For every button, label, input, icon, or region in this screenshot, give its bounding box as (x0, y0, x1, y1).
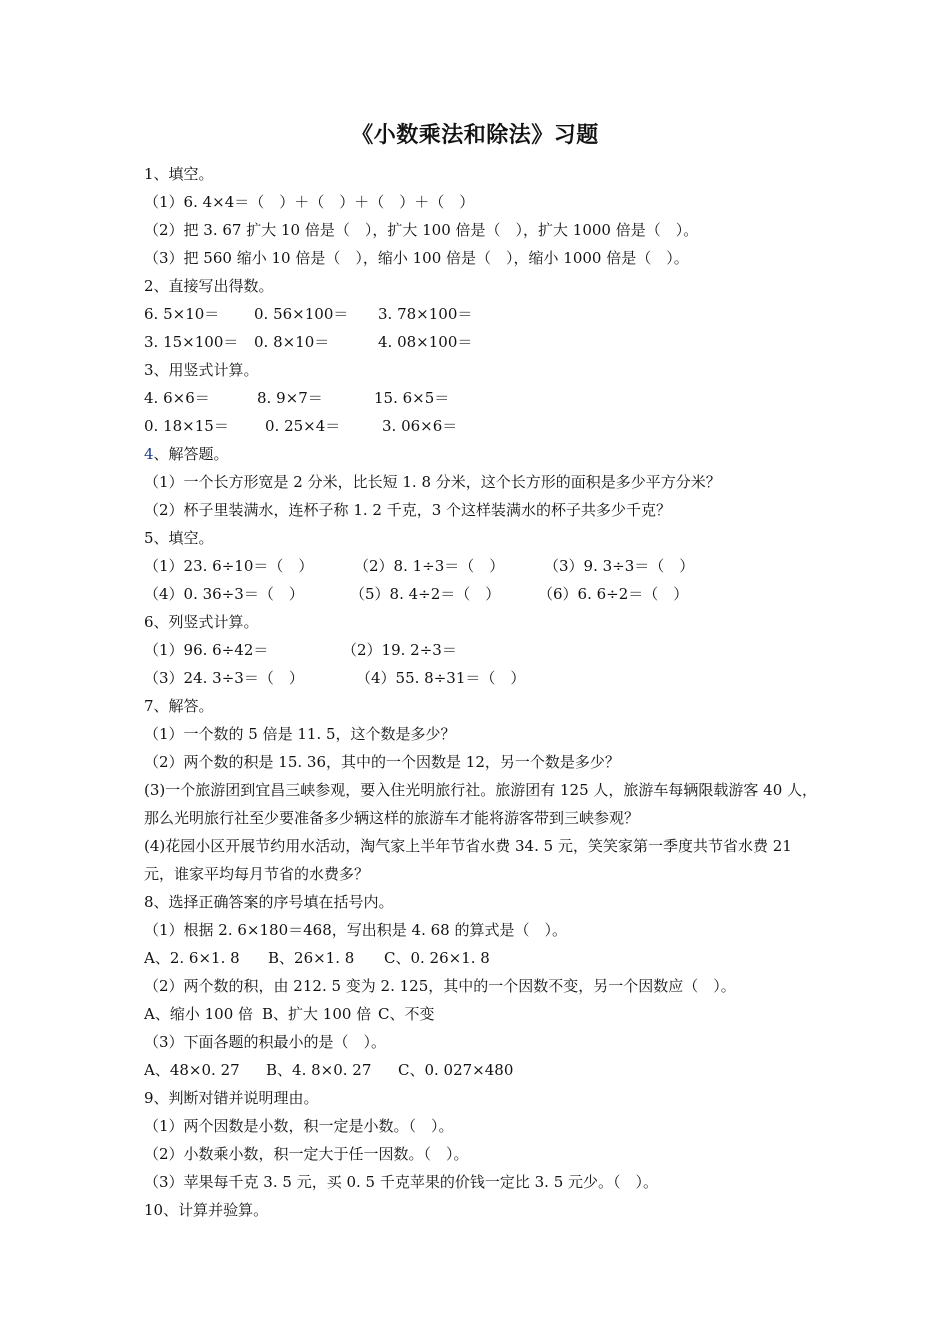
s6-item: （3）24. 3÷3＝（ ） (144, 669, 304, 687)
s5-item: （2）8. 1÷3＝（ ） (354, 557, 505, 575)
s8-question-2: （2）两个数的积，由 212. 5 变为 2. 125，其中的一个因数不变，另一个因数应（ ）。 (144, 977, 736, 995)
section-4-heading (144, 440, 824, 468)
s5-item: （1）23. 6÷10＝（ ） (144, 557, 314, 575)
option-a: A、2. 6×1. 8 (144, 949, 240, 967)
s9-question-3: （3）苹果每千克 3. 5 元，买 0. 5 千克苹果的价钱一定比 3. 5 元少。（ ）。 (144, 1173, 659, 1191)
s5-row-1 (144, 552, 824, 580)
s5-item: （5）8. 4÷2＝（ ） (350, 585, 501, 603)
section-1-heading: 1、填空。 (144, 165, 214, 183)
s8-question-1: （1）根据 2. 6×180＝468，写出积是 4. 68 的算式是（ ）。 (144, 921, 567, 939)
s3-item: 4. 6×6＝ (144, 389, 210, 407)
s2-item: 0. 8×10＝ (254, 333, 330, 351)
s8-q2-options (144, 1000, 824, 1028)
s8-q1-options (144, 944, 824, 972)
s5-item: （6）6. 6÷2＝（ ） (538, 585, 689, 603)
s3-item: 0. 18×15＝ (144, 417, 229, 435)
s3-row-1 (144, 384, 824, 412)
s2-item: 0. 56×100＝ (254, 305, 349, 323)
s3-item: 3. 06×6＝ (382, 417, 458, 435)
option-c: C、0. 027×480 (398, 1061, 514, 1079)
s8-question-3: （3）下面各题的积最小的是（ ）。 (144, 1033, 387, 1051)
s6-row-2 (144, 664, 824, 692)
option-c: C、不变 (378, 1005, 435, 1023)
section-5-heading: 5、填空。 (144, 529, 214, 547)
s7-question-2: （2）两个数的积是 15. 36，其中的一个因数是 12，另一个数是多少？ (144, 753, 620, 771)
section-9-heading: 9、判断对错并说明理由。 (144, 1089, 319, 1107)
option-b: B、4. 8×0. 27 (266, 1061, 372, 1079)
s5-item: （3）9. 3÷3＝（ ） (544, 557, 695, 575)
option-b: B、扩大 100 倍 (262, 1005, 372, 1023)
s4-question-1: （1）一个长方形宽是 2 分米，比长短 1. 8 分米，这个长方形的面积是多少平方分米？ (144, 473, 721, 491)
s2-row-2 (144, 328, 824, 356)
s6-item: （1）96. 6÷42＝ (144, 641, 269, 659)
s2-item: 3. 78×100＝ (378, 305, 473, 323)
s3-item: 0. 25×4＝ (265, 417, 341, 435)
section-8-heading: 8、选择正确答案的序号填在括号内。 (144, 893, 394, 911)
s3-row-2 (144, 412, 824, 440)
section-3-heading: 3、用竖式计算。 (144, 361, 259, 379)
s1-question-2: （2）把 3. 67 扩大 10 倍是（ ），扩大 100 倍是（ ），扩大 1000 倍是（ ）。 (144, 221, 699, 239)
s5-row-2 (144, 580, 824, 608)
section-7-heading: 7、解答。 (144, 697, 214, 715)
s3-item: 8. 9×7＝ (257, 389, 323, 407)
s9-question-2: （2）小数乘小数，积一定大于任一因数。（ ）。 (144, 1145, 469, 1163)
section-4-number: 4 (144, 445, 154, 463)
s3-item: 15. 6×5＝ (374, 389, 450, 407)
page-title: 《小数乘法和除法》习题 (351, 123, 599, 148)
section-4-heading-text: 、解答题。 (153, 445, 229, 463)
s2-row-1 (144, 300, 824, 328)
section-10-heading: 10、计算并验算。 (144, 1201, 269, 1219)
s6-item: （4）55. 8÷31＝（ ） (356, 669, 526, 687)
section-6-heading: 6、列竖式计算。 (144, 613, 259, 631)
s7-question-1: （1）一个数的 5 倍是 11. 5，这个数是多少？ (144, 725, 456, 743)
s6-row-1 (144, 636, 824, 664)
option-a: A、缩小 100 倍 (144, 1005, 253, 1023)
s2-item: 3. 15×100＝ (144, 333, 239, 351)
option-b: B、26×1. 8 (268, 949, 355, 967)
option-c: C、0. 26×1. 8 (384, 949, 490, 967)
s1-question-3: （3）把 560 缩小 10 倍是（ ），缩小 100 倍是（ ），缩小 1000 倍是（ ）。 (144, 249, 689, 267)
section-2-heading: 2、直接写出得数。 (144, 277, 274, 295)
s2-item: 4. 08×100＝ (378, 333, 473, 351)
s9-question-1: （1）两个因数是小数，积一定是小数。（ ）。 (144, 1117, 454, 1135)
s8-q3-options (144, 1056, 824, 1084)
s4-question-2: （2）杯子里装满水，连杯子称 1. 2 千克，3 个这样装满水的杯子共多少千克？ (144, 501, 672, 519)
s7-question-4: (4)花园小区开展节约用水活动，淘气家上半年节省水费 34. 5 元，笑笑家第一季度共节省水费 21 元，谁家平均每月节省的水费多？ (144, 837, 792, 883)
s5-item: （4）0. 36÷3＝（ ） (144, 585, 304, 603)
s2-item: 6. 5×10＝ (144, 305, 220, 323)
s7-question-3: (3)一个旅游团到宜昌三峡参观，要入住光明旅行社。旅游团有 125 人，旅游车每辆限载游客 40 人，那么光明旅行社至少要准备多少辆这样的旅游车才能将游客带到三峡参观？ (144, 781, 818, 827)
s6-item: （2）19. 2÷3＝ (342, 641, 457, 659)
s1-question-1: （1）6. 4×4＝（ ）＋（ ）＋（ ）＋（ ） (144, 193, 475, 211)
worksheet-body (144, 160, 824, 1224)
option-a: A、48×0. 27 (144, 1061, 240, 1079)
